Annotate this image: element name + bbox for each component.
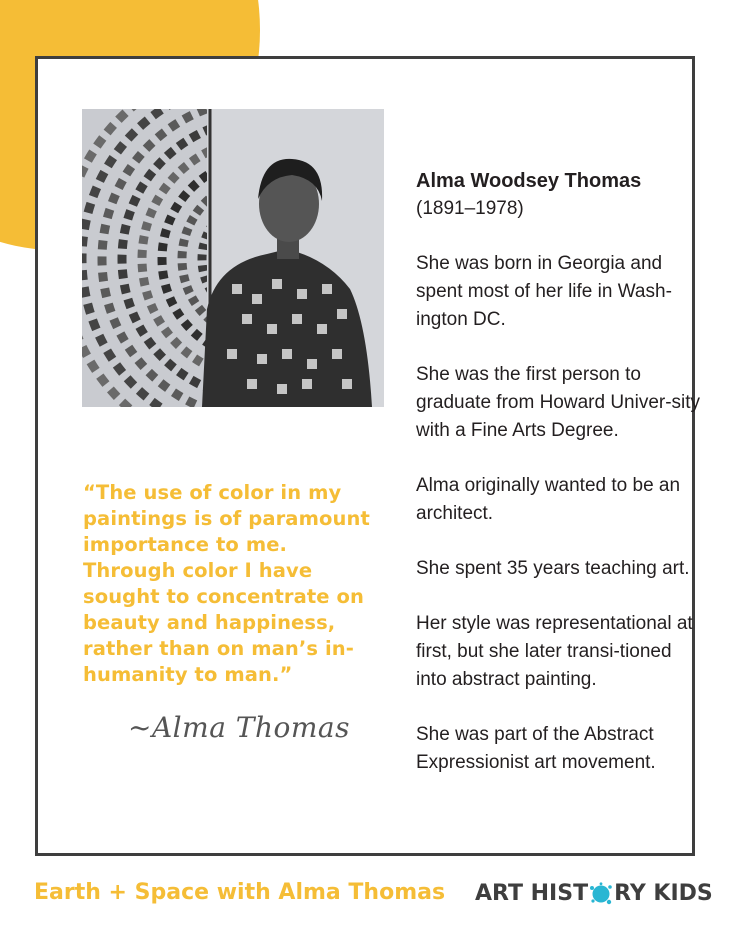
footer-title: Earth + Space with Alma Thomas xyxy=(34,880,446,905)
artist-dates: (1891–1978) xyxy=(416,198,524,219)
bio-fact: Alma originally wanted to be an architect. xyxy=(416,475,681,524)
brand-text-start: ART HIST xyxy=(475,881,589,906)
paint-splat-icon xyxy=(589,882,613,906)
artist-name: Alma Woodsey Thomas xyxy=(416,170,642,192)
brand-logo xyxy=(475,881,713,906)
content-card xyxy=(35,56,701,856)
bio-fact: She was part of the Abstract Expressionist art movement. xyxy=(416,724,656,773)
bio-fact: Her style was representational at first, but she later transi-tioned into abstract painting. xyxy=(416,613,693,690)
bio-fact: She was the first person to graduate from Howard Univer-sity with a Fine Arts Degree. xyxy=(416,364,701,441)
bio-fact: She was born in Georgia and spent most of her life in Wash-ington DC. xyxy=(416,253,672,330)
brand-text-end: RY KIDS xyxy=(614,881,713,906)
artist-quote: “The use of color in my paintings is of paramount importance to me. Through color I have sought to concentrate on beauty and happiness, rather than on man’s in-humanity to man.” xyxy=(83,481,370,686)
portrait-photo xyxy=(82,109,384,407)
biography xyxy=(416,167,701,804)
signature: ~Alma Thomas xyxy=(128,711,350,744)
bio-fact: She spent 35 years teaching art. xyxy=(416,558,690,579)
